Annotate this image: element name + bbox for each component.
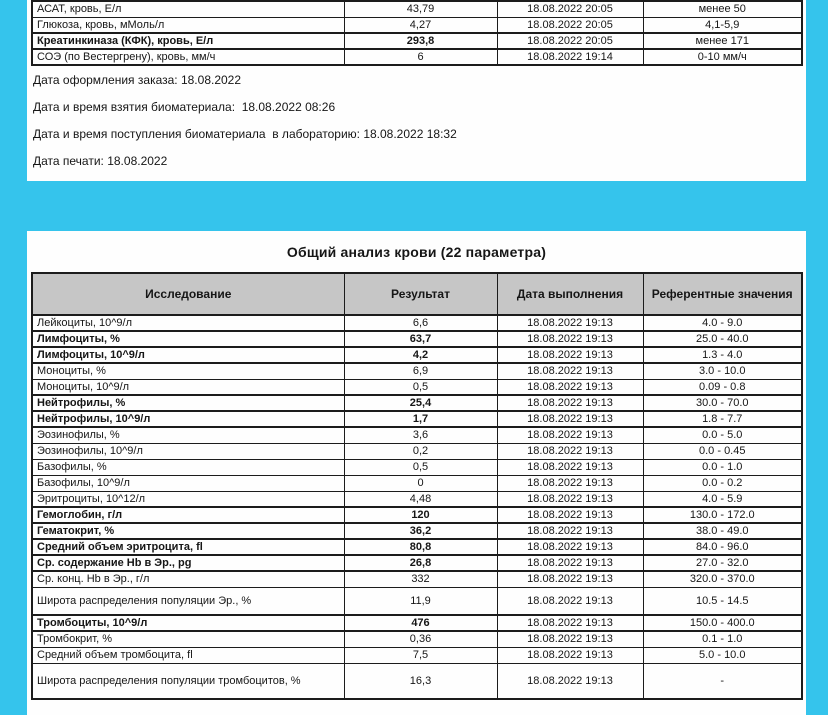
biochem-table: [31, 0, 803, 66]
result-cell: 120: [344, 507, 497, 523]
reference-cell: 27.0 - 32.0: [643, 555, 802, 571]
test-name-cell: Базофилы, %: [32, 459, 344, 475]
table-row: [32, 539, 802, 555]
table-row: [32, 555, 802, 571]
table-row: [32, 49, 802, 65]
result-cell: 0,5: [344, 379, 497, 395]
reference-cell: -: [643, 663, 802, 699]
result-cell: 6: [344, 49, 497, 65]
reference-cell: 30.0 - 70.0: [643, 395, 802, 411]
table-row: [32, 363, 802, 379]
reference-cell: 0.09 - 0.8: [643, 379, 802, 395]
date-cell: 18.08.2022 19:13: [497, 587, 643, 615]
test-name-cell: Гемоглобин, г/л: [32, 507, 344, 523]
header-test-name: Исследование: [32, 273, 344, 315]
date-cell: 18.08.2022 20:05: [497, 17, 643, 33]
info-line: Дата печати: 18.08.2022: [33, 154, 168, 168]
table-row: [32, 631, 802, 647]
test-name-cell: Эозинофилы, %: [32, 427, 344, 443]
reference-cell: 320.0 - 370.0: [643, 571, 802, 587]
result-cell: 1,7: [344, 411, 497, 427]
result-cell: 26,8: [344, 555, 497, 571]
date-cell: 18.08.2022 19:13: [497, 315, 643, 331]
test-name-cell: Широта распределения популяции тромбоцитов, %: [32, 663, 344, 699]
table-row: [32, 647, 802, 663]
date-cell: 18.08.2022 19:13: [497, 475, 643, 491]
table-row: [32, 663, 802, 699]
test-name-cell: Тромбоциты, 10^9/л: [32, 615, 344, 631]
reference-cell: 130.0 - 172.0: [643, 507, 802, 523]
test-name-cell: Средний объем тромбоцита, fl: [32, 647, 344, 663]
result-cell: 7,5: [344, 647, 497, 663]
table-row: [32, 571, 802, 587]
reference-cell: 4.0 - 5.9: [643, 491, 802, 507]
date-cell: 18.08.2022 19:13: [497, 347, 643, 363]
result-cell: 6,9: [344, 363, 497, 379]
info-line: Дата оформления заказа: 18.08.2022: [33, 73, 242, 87]
header-reference: Референтные значения: [643, 273, 802, 315]
reference-cell: 38.0 - 49.0: [643, 523, 802, 539]
result-cell: 63,7: [344, 331, 497, 347]
table-row: [32, 411, 802, 427]
result-cell: 4,2: [344, 347, 497, 363]
result-cell: 4,48: [344, 491, 497, 507]
result-cell: 4,27: [344, 17, 497, 33]
result-cell: 16,3: [344, 663, 497, 699]
reference-cell: 4,1-5,9: [643, 17, 802, 33]
date-cell: 18.08.2022 19:13: [497, 443, 643, 459]
info-line: Дата и время поступления биоматериала в лабораторию: 18.08.2022 18:32: [33, 127, 457, 141]
test-name-cell: Лимфоциты, %: [32, 331, 344, 347]
result-cell: 0: [344, 475, 497, 491]
date-cell: 18.08.2022 19:13: [497, 363, 643, 379]
result-cell: 80,8: [344, 539, 497, 555]
table-row: [32, 507, 802, 523]
reference-cell: менее 50: [643, 1, 802, 17]
reference-cell: 0.0 - 5.0: [643, 427, 802, 443]
date-cell: 18.08.2022 19:13: [497, 663, 643, 699]
date-cell: 18.08.2022 19:13: [497, 331, 643, 347]
table-row: [32, 523, 802, 539]
reference-cell: 25.0 - 40.0: [643, 331, 802, 347]
reference-cell: 0.1 - 1.0: [643, 631, 802, 647]
table-row: [32, 17, 802, 33]
test-name-cell: Лимфоциты, 10^9/л: [32, 347, 344, 363]
date-cell: 18.08.2022 19:14: [497, 49, 643, 65]
result-cell: 0,5: [344, 459, 497, 475]
table-row: [32, 315, 802, 331]
test-name-cell: Моноциты, %: [32, 363, 344, 379]
test-name-cell: Нейтрофилы, %: [32, 395, 344, 411]
reference-cell: 5.0 - 10.0: [643, 647, 802, 663]
result-cell: 293,8: [344, 33, 497, 49]
table-row: [32, 475, 802, 491]
date-cell: 18.08.2022 20:05: [497, 33, 643, 49]
result-cell: 0,36: [344, 631, 497, 647]
result-cell: 476: [344, 615, 497, 631]
result-cell: 332: [344, 571, 497, 587]
biochem-panel: [27, 0, 806, 181]
result-cell: 25,4: [344, 395, 497, 411]
info-line: Дата и время взятия биоматериала: 18.08.2022 08:26: [33, 100, 336, 114]
reference-cell: 84.0 - 96.0: [643, 539, 802, 555]
test-name-cell: Глюкоза, кровь, мМоль/л: [32, 17, 344, 33]
test-name-cell: Ср. конц. Hb в Эр., г/л: [32, 571, 344, 587]
date-cell: 18.08.2022 20:05: [497, 1, 643, 17]
table-row: [32, 395, 802, 411]
test-name-cell: Креатинкиназа (КФК), кровь, Е/л: [32, 33, 344, 49]
date-cell: 18.08.2022 19:13: [497, 379, 643, 395]
result-cell: 36,2: [344, 523, 497, 539]
result-cell: 0,2: [344, 443, 497, 459]
result-cell: 43,79: [344, 1, 497, 17]
test-name-cell: Ср. содержание Hb в Эр., pg: [32, 555, 344, 571]
table-row: [32, 427, 802, 443]
test-name-cell: Эритроциты, 10^12/л: [32, 491, 344, 507]
reference-cell: 3.0 - 10.0: [643, 363, 802, 379]
table-row: [32, 1, 802, 17]
test-name-cell: Базофилы, 10^9/л: [32, 475, 344, 491]
result-cell: 6,6: [344, 315, 497, 331]
reference-cell: менее 171: [643, 33, 802, 49]
reference-cell: 1.3 - 4.0: [643, 347, 802, 363]
reference-cell: 1.8 - 7.7: [643, 411, 802, 427]
table-row: [32, 491, 802, 507]
table-row: [32, 443, 802, 459]
header-date: Дата выполнения: [497, 273, 643, 315]
test-name-cell: АСАТ, кровь, Е/л: [32, 1, 344, 17]
date-cell: 18.08.2022 19:13: [497, 491, 643, 507]
table-row: [32, 33, 802, 49]
date-cell: 18.08.2022 19:13: [497, 571, 643, 587]
reference-cell: 0.0 - 1.0: [643, 459, 802, 475]
date-cell: 18.08.2022 19:13: [497, 631, 643, 647]
cbc-table: [31, 272, 803, 700]
date-cell: 18.08.2022 19:13: [497, 647, 643, 663]
date-cell: 18.08.2022 19:13: [497, 395, 643, 411]
cbc-panel: [27, 231, 806, 715]
table-row: [32, 587, 802, 615]
table-row: [32, 347, 802, 363]
test-name-cell: Средний объем эритроцита, fl: [32, 539, 344, 555]
reference-cell: 150.0 - 400.0: [643, 615, 802, 631]
cbc-title: Общий анализ крови (22 параметра): [286, 244, 547, 260]
date-cell: 18.08.2022 19:13: [497, 555, 643, 571]
test-name-cell: Широта распределения популяции Эр., %: [32, 587, 344, 615]
test-name-cell: Лейкоциты, 10^9/л: [32, 315, 344, 331]
table-row: [32, 459, 802, 475]
test-name-cell: Моноциты, 10^9/л: [32, 379, 344, 395]
date-cell: 18.08.2022 19:13: [497, 411, 643, 427]
reference-cell: 4.0 - 9.0: [643, 315, 802, 331]
test-name-cell: Нейтрофилы, 10^9/л: [32, 411, 344, 427]
date-cell: 18.08.2022 19:13: [497, 459, 643, 475]
date-cell: 18.08.2022 19:13: [497, 507, 643, 523]
reference-cell: 0.0 - 0.45: [643, 443, 802, 459]
header-result: Результат: [344, 273, 497, 315]
reference-cell: 0-10 мм/ч: [643, 49, 802, 65]
date-cell: 18.08.2022 19:13: [497, 523, 643, 539]
reference-cell: 0.0 - 0.2: [643, 475, 802, 491]
test-name-cell: Гематокрит, %: [32, 523, 344, 539]
table-row: [32, 379, 802, 395]
test-name-cell: Эозинофилы, 10^9/л: [32, 443, 344, 459]
date-cell: 18.08.2022 19:13: [497, 615, 643, 631]
table-row: [32, 331, 802, 347]
table-row: [32, 615, 802, 631]
order-info: [33, 74, 806, 168]
result-cell: 3,6: [344, 427, 497, 443]
cbc-table-header: [32, 273, 802, 315]
test-name-cell: СОЭ (по Вестергрену), кровь, мм/ч: [32, 49, 344, 65]
date-cell: 18.08.2022 19:13: [497, 427, 643, 443]
reference-cell: 10.5 - 14.5: [643, 587, 802, 615]
date-cell: 18.08.2022 19:13: [497, 539, 643, 555]
result-cell: 11,9: [344, 587, 497, 615]
test-name-cell: Тромбокрит, %: [32, 631, 344, 647]
